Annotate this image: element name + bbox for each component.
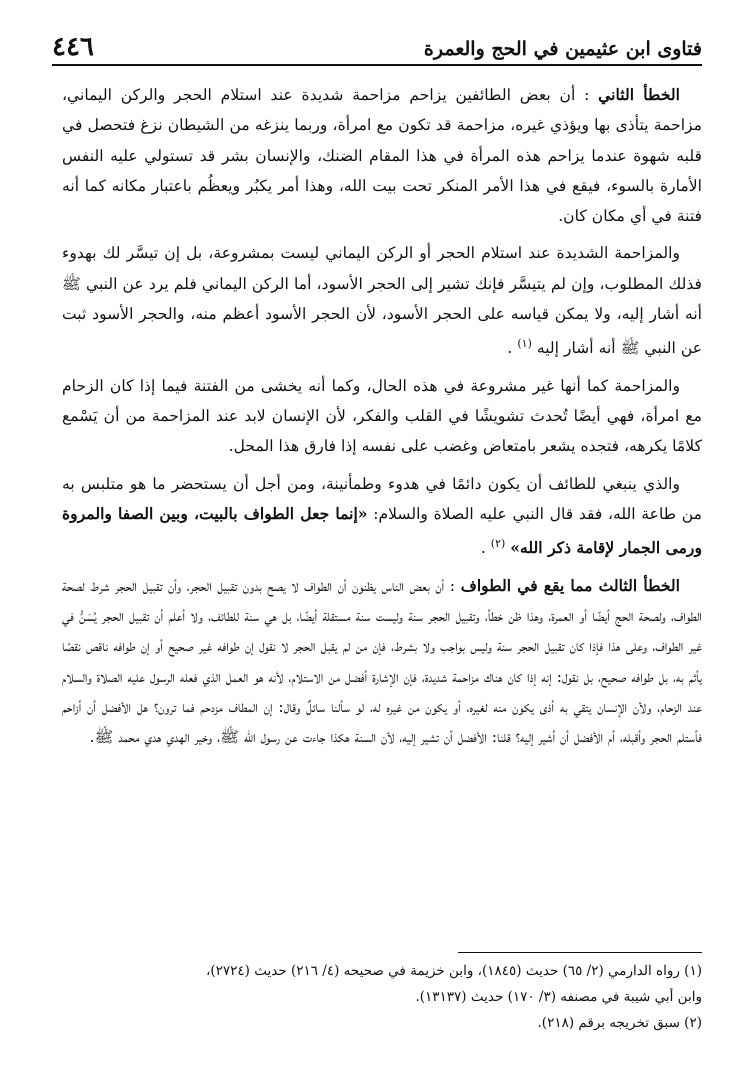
footnote-line: (١) رواه الدارمي (٢/ ٦٥) حديث (١٨٤٥)، وابن خزيمة في صحيحه (٤/ ٢١٦) حديث (٢٧٢٤)، — [206, 963, 702, 979]
paragraph-text: : أن بعض الناس يظنون أن الطواف لا يصح بدون تقبيل الحجر، وأن تقبيل الحجر شرط لصحة الطواف، ولصحة الحج أيضًا أو العمرة، وهذا ظن خطأ، وتقبيل الحجر سنة وليست سنة مستقلة أيضًا، بل هي سنة للطائف، ولا أعلم أن تقبيل الحجر يُسَنُّ في غير الطواف، وعلى هذا فإذا كان تقبيل الحجر سنة وليس بواجب ولا بشرط، فإن من لم يقبل الحجر لا نقول إن طوافه غير صحيح أو إن طوافه ناقص نقصًا يأثم به، بل طوافه صحيح، بل نقول: إنه إذا كان هناك مزاحمة شديدة، فإن الإشارة أفضل من الاستلام، لأنه هو العمل الذي فعله الرسول عليه الصلاة والسلام عند الزحام، ولأن الإنسان يتقي به أذى يكون منه لغيره، أو يكون من غيره له، لو سألنا سائلٌ وقال: إن المطاف مزدحم فما ترون؟ هل الأفضل أن أزاحم فأستلم الحجر وأقبله، أم الأفضل أن أشير إليه؟ قلنا: الأفضل أن تشير إليه، لأن السنة هكذا جاءت عن رسول الله ﷺ، وخير الهدي هدي محمد ﷺ. — [62, 576, 702, 747]
footnote-line: (٢) سبق تخريجه برقم (٢١٨). — [537, 1015, 702, 1031]
paragraph-text: والذي ينبغي للطائف أن يكون دائمًا في هدوء وطمأنينة، ومن أجل أن يستحضر ما هو متلبس به من طاعة الله، فقد قال النبي عليه الصلاة والسلام: — [62, 474, 702, 524]
paragraph-error-two — [62, 80, 702, 231]
footnotes — [62, 958, 702, 1036]
footnote-divider — [458, 952, 702, 953]
footnote-line: وابن أبي شيبة في مصنفه (٣/ ١٧٠) حديث (١٣١٣٧). — [415, 989, 702, 1005]
paragraph-end: . — [507, 339, 513, 358]
page-number: ٤٤٦ — [52, 32, 94, 62]
paragraph-text: : أن بعض الطائفين يزاحم مزاحمة شديدة عند استلام الحجر والركن اليماني، مزاحمة يتأذى بها ويؤذي غيره، مزاحمة قد تكون مع امرأة، وربما ينزغه من الشيطان نزغ فتحصل في قلبه شهوة عندما يزاحم هذه المرأة في هذا المقام الضنك، والإنسان بشر قد تستولي عليه النفس الأمارة بالسوء، فيقع في هذا الأمر المنكر تحت بيت الله، وهذا أمر يكبُر ويعظُم باعتبار مكانه كما أنه فتنة في أي مكان كان. — [62, 86, 702, 226]
paragraph-text: والمزاحمة كما أنها غير مشروعة في هذه الحال، وكما أنه يخشى من الفتنة فيما إذا كان الزحام مع امرأة، فهي أيضًا تُحدث تشويشًا في القلب والفكر، لأن الإنسان لابد عند المزاحمة من أن يَسْمع كلامًا يكرهه، فتجده يشعر بامتعاض وغضب على نفسه إذا فارق هذا المحل. — [62, 376, 702, 456]
paragraph-end: . — [480, 539, 486, 558]
main-text — [62, 80, 702, 753]
paragraph-lead: الخطأ الثاني — [598, 85, 681, 104]
paragraph-crowding-harm — [62, 371, 702, 462]
running-header — [52, 26, 702, 66]
paragraph-error-three — [62, 571, 702, 753]
footnote-ref: (١) — [517, 337, 532, 351]
footnote-ref: (٢) — [490, 537, 506, 551]
running-title: فتاوى ابن عثيمين في الحج والعمرة — [423, 38, 702, 60]
paragraph-text: والمزاحمة الشديدة عند استلام الحجر أو الركن اليماني ليست بمشروعة، بل إن تيسَّر لك بهدوء فذلك المطلوب، وإن لم يتيسَّر فإنك تشير إلى الحجر الأسود، أما الركن اليماني فلم يرد عن النبي ﷺ أنه أشار إليه، ولا يمكن قياسه على الحجر الأسود، لأن الحجر الأسود أعظم منه، والحجر الأسود ثبت عن النبي ﷺ أنه أشار إليه — [62, 244, 702, 358]
hadith-quote: «إنما جعل الطواف بالبيت، وبين الصفا والمروة ورمى الجمار لإقامة ذكر الله» — [62, 504, 702, 558]
paragraph-lead: الخطأ الثالث مما يقع في الطواف — [460, 575, 681, 595]
paragraph-crowding — [62, 238, 702, 363]
paragraph-calm — [62, 469, 702, 564]
